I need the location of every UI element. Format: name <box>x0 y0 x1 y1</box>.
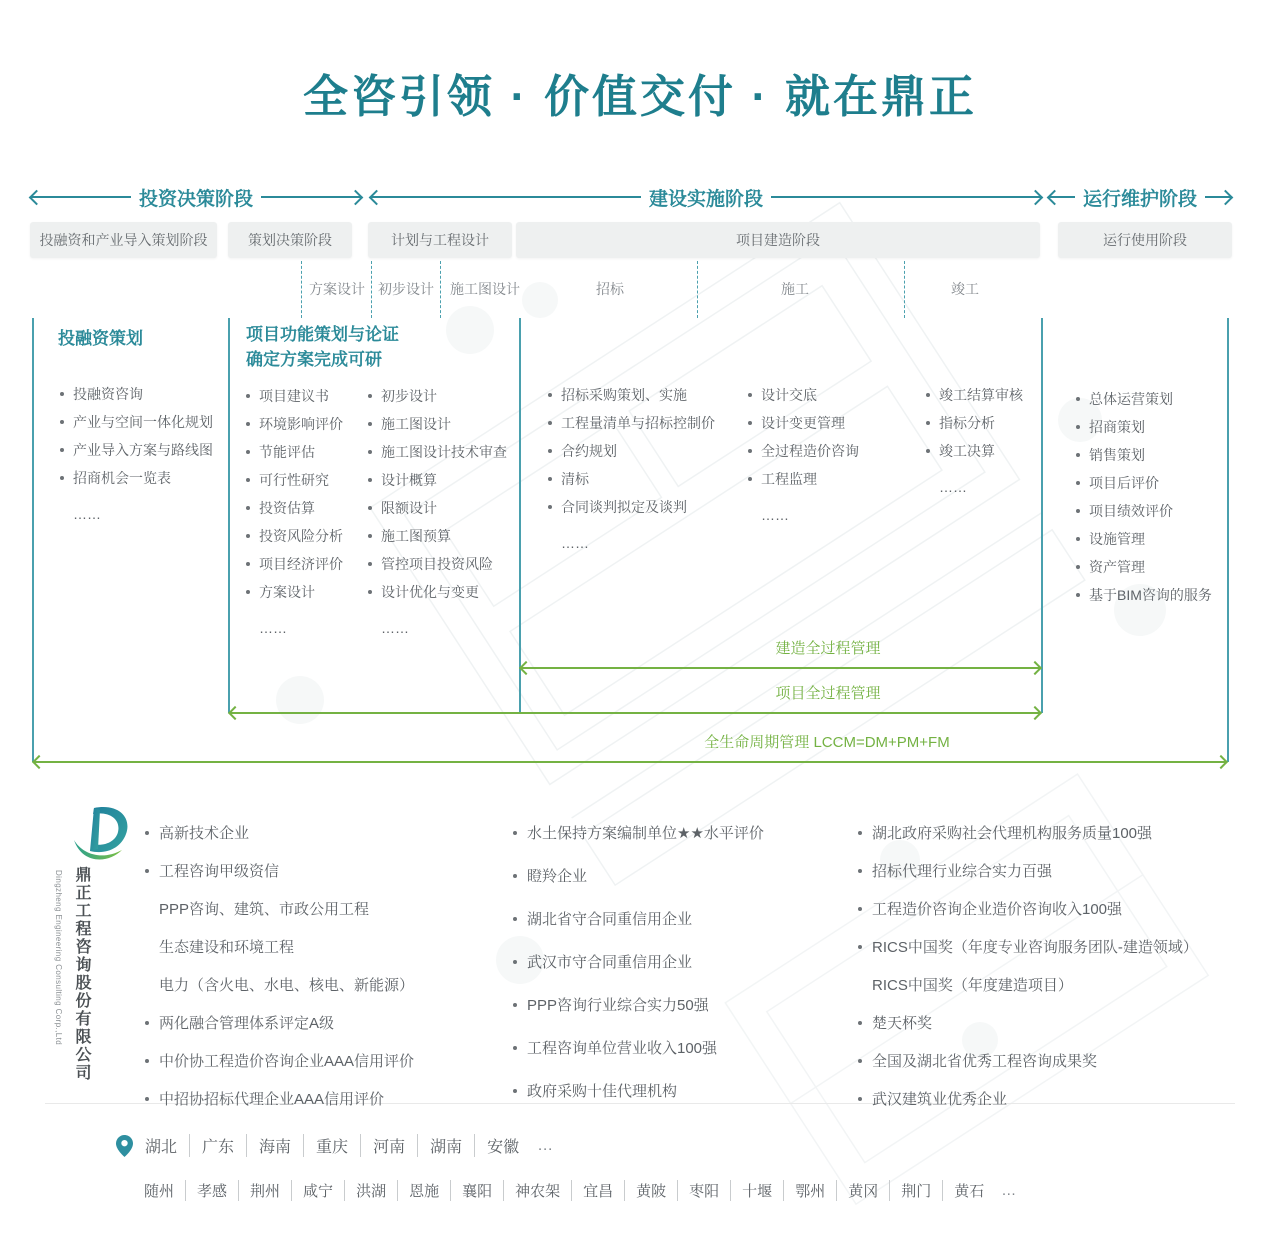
list-item: 投资估算 <box>246 494 343 522</box>
list-item: 销售策划 <box>1076 441 1212 469</box>
bullet-dot <box>1076 397 1080 401</box>
province-item: 海南 <box>246 1134 303 1157</box>
header-line-2: 确定方案完成可研 <box>246 350 382 369</box>
bullet-dot <box>1076 425 1080 429</box>
bullet-dot <box>858 1021 862 1025</box>
substage-construction: 施工 <box>781 281 809 297</box>
stage-box-project-construction: 项目建造阶段 <box>516 222 1040 258</box>
list-item: 方案设计 <box>246 578 343 606</box>
list-item: 项目后评价 <box>1076 469 1212 497</box>
substage-preliminary-design: 初步设计 <box>378 281 434 297</box>
bullet-dot <box>548 477 552 481</box>
list-item: 全过程造价咨询 <box>748 437 859 465</box>
qualification-item: 全国及湖北省优秀工程咨询成果奖 <box>858 1050 1198 1071</box>
bullet-dot <box>145 1097 149 1101</box>
province-item: 河南 <box>360 1134 417 1157</box>
bullet-dot <box>246 478 250 482</box>
bullet-dot <box>60 420 64 424</box>
city-item: 洪湖 <box>344 1180 397 1201</box>
list-item: …… <box>381 620 409 636</box>
bullet-dot <box>246 562 250 566</box>
city-item: 黄陂 <box>624 1180 677 1201</box>
construction-whole-process-label: 建造全过程管理 <box>775 640 881 657</box>
qualification-item: 工程咨询单位营业收入100强 <box>513 1037 764 1058</box>
list-item: 资产管理 <box>1076 553 1212 581</box>
bullet-dot <box>926 393 930 397</box>
qualification-item: 生态建设和环境工程 <box>159 939 295 956</box>
bullet-dot <box>368 450 372 454</box>
planning-services-list-a <box>246 382 343 642</box>
lifecycle-management-arrow <box>33 761 1227 763</box>
bullet-dot <box>926 421 930 425</box>
bullet-dot <box>1076 593 1080 597</box>
substage-completion: 竣工 <box>951 281 979 297</box>
list-item: …… <box>939 479 967 495</box>
provinces-list <box>133 1134 531 1157</box>
bullet-dot <box>926 449 930 453</box>
list-item: 施工图设计技术审查 <box>368 438 507 466</box>
phase-construction-implementation <box>370 184 1042 210</box>
cities-row <box>133 1180 1018 1201</box>
bullet-dot <box>858 1059 862 1063</box>
list-item: 可行性研究 <box>246 466 343 494</box>
bullet-dot <box>368 506 372 510</box>
substage-construction-drawing-design: 施工图设计 <box>450 281 520 297</box>
column-financing-header: 投融资策划 <box>58 329 143 348</box>
stage-box-operation-use: 运行使用阶段 <box>1058 222 1232 258</box>
project-whole-process-label: 项目全过程管理 <box>775 685 881 702</box>
completion-services-list <box>926 381 1023 501</box>
list-item: 合同谈判拟定及谈判 <box>548 493 715 521</box>
list-item: 基于BIM咨询的服务 <box>1076 581 1212 609</box>
list-item: 清标 <box>548 465 715 493</box>
qualification-item: PPP咨询、建筑、市政公用工程 <box>159 901 370 918</box>
province-item: 重庆 <box>303 1134 360 1157</box>
bullet-dot <box>246 590 250 594</box>
bullet-dot <box>246 450 250 454</box>
qualifications-left-list <box>145 822 414 1126</box>
bullet-dot <box>513 1089 517 1093</box>
bullet-dot <box>368 590 372 594</box>
bullet-dot <box>548 393 552 397</box>
qualification-item: 两化融合管理体系评定A级 <box>145 1012 414 1033</box>
bullet-dot <box>145 869 149 873</box>
list-item: …… <box>761 507 789 523</box>
construction-services-list <box>748 381 859 529</box>
stage-box-financing-industry-planning: 投融资和产业导入策划阶段 <box>30 222 217 258</box>
city-item: 枣阳 <box>677 1180 730 1201</box>
project-whole-process-arrow <box>229 712 1041 714</box>
list-item: 设计变更管理 <box>748 409 859 437</box>
company-name-cn: 鼎正工程咨询股份有限公司 <box>73 866 90 1082</box>
list-item: 初步设计 <box>368 382 507 410</box>
bullet-dot <box>858 831 862 835</box>
city-item: 黄冈 <box>836 1180 889 1201</box>
list-item: 施工图预算 <box>368 522 507 550</box>
city-item: 神农架 <box>503 1180 571 1201</box>
list-item: 设计优化与变更 <box>368 578 507 606</box>
operation-services-list <box>1076 385 1212 609</box>
qualifications-right-list <box>858 822 1198 1126</box>
stage-box-plan-engineering-design: 计划与工程设计 <box>368 222 512 258</box>
bullet-dot <box>246 394 250 398</box>
city-item: 襄阳 <box>450 1180 503 1201</box>
list-item: 投资风险分析 <box>246 522 343 550</box>
city-item: 荆州 <box>238 1180 291 1201</box>
left-arrow-line <box>1048 196 1075 198</box>
list-item: 投融资咨询 <box>60 380 213 408</box>
column-project-function-header <box>246 322 399 372</box>
qualification-item: 楚天杯奖 <box>858 1012 1198 1033</box>
province-item: 湖北 <box>145 1139 178 1156</box>
bullet-dot <box>548 449 552 453</box>
construction-whole-process-arrow <box>520 667 1041 669</box>
bullet-dot <box>246 506 250 510</box>
list-item: 产业导入方案与路线图 <box>60 436 213 464</box>
bullet-dot <box>368 394 372 398</box>
city-item: 鄂州 <box>783 1180 836 1201</box>
bullet-dot <box>548 421 552 425</box>
list-item: 设计概算 <box>368 466 507 494</box>
qualification-item: 湖北省守合同重信用企业 <box>513 908 764 929</box>
city-item: 宜昌 <box>571 1180 624 1201</box>
bullet-dot <box>60 448 64 452</box>
list-item: 招商策划 <box>1076 413 1212 441</box>
province-item: 广东 <box>189 1134 246 1157</box>
qualification-item: PPP咨询行业综合实力50强 <box>513 994 764 1015</box>
cities-list <box>133 1180 995 1201</box>
list-item: …… <box>259 620 287 636</box>
vertical-boundary-line <box>32 318 34 762</box>
bullet-dot <box>60 392 64 396</box>
phase-label: 运行维护阶段 <box>1083 188 1198 210</box>
left-arrow-line <box>370 196 641 198</box>
cities-ellipsis: … <box>1001 1182 1019 1199</box>
planning-services-list-b <box>368 382 507 642</box>
bullet-dot <box>748 421 752 425</box>
bullet-dot <box>246 534 250 538</box>
city-item: 孝感 <box>185 1180 238 1201</box>
list-item: 限额设计 <box>368 494 507 522</box>
provinces-ellipsis: … <box>537 1136 556 1154</box>
bullet-dot <box>513 874 517 878</box>
list-item: 设施管理 <box>1076 525 1212 553</box>
substage-scheme-design: 方案设计 <box>309 281 365 297</box>
qualification-item: 工程咨询甲级资信 <box>145 860 414 881</box>
bullet-dot <box>1076 481 1080 485</box>
lifecycle-management-label: 全生命周期管理 LCCM=DM+PM+FM <box>704 734 950 751</box>
qualification-item: 湖北政府采购社会代理机构服务质量100强 <box>858 822 1198 843</box>
list-item: 招商机会一览表 <box>60 464 213 492</box>
list-item: 竣工决算 <box>926 437 1023 465</box>
list-item: 招标采购策划、实施 <box>548 381 715 409</box>
bullet-dot <box>1076 453 1080 457</box>
qualification-item: 瞪羚企业 <box>513 865 764 886</box>
vertical-boundary-line <box>228 318 230 713</box>
bullet-dot <box>513 917 517 921</box>
bullet-dot <box>858 1097 862 1101</box>
city-item: 十堰 <box>730 1180 783 1201</box>
list-item: 指标分析 <box>926 409 1023 437</box>
location-pin-icon <box>116 1135 133 1157</box>
right-arrow-line <box>1205 196 1232 198</box>
left-arrow-line <box>30 196 131 198</box>
bullet-dot <box>858 945 862 949</box>
list-item: …… <box>561 535 589 551</box>
qualifications-middle-list <box>513 822 764 1123</box>
vertical-boundary-line <box>519 318 521 713</box>
list-item: 合约规划 <box>548 437 715 465</box>
phase-investment-decision <box>30 184 362 210</box>
qualification-item: 中招协招标代理企业AAA信用评价 <box>145 1088 414 1109</box>
qualification-item: 武汉建筑业优秀企业 <box>858 1088 1198 1109</box>
city-item: 恩施 <box>397 1180 450 1201</box>
list-item: 竣工结算审核 <box>926 381 1023 409</box>
company-name-en: Dingzheng Engineering Consulting Corp.,Ltd <box>54 870 63 1046</box>
list-item: 工程量清单与招标控制价 <box>548 409 715 437</box>
dashed-separator <box>904 261 905 318</box>
list-item: 项目建议书 <box>246 382 343 410</box>
qualification-item: 电力（含火电、水电、核电、新能源） <box>159 977 415 994</box>
bullet-dot <box>1076 509 1080 513</box>
qualification-item: 招标代理行业综合实力百强 <box>858 860 1198 881</box>
right-arrow-line <box>771 196 1042 198</box>
qualification-item: 政府采购十佳代理机构 <box>513 1080 764 1101</box>
vertical-boundary-line <box>1227 318 1229 762</box>
stage-box-planning-decision: 策划决策阶段 <box>228 222 352 258</box>
province-item: 湖南 <box>417 1134 474 1157</box>
phase-operation-maintenance <box>1048 184 1232 210</box>
bullet-dot <box>145 831 149 835</box>
page-title: 全咨引领 · 价值交付 · 就在鼎正 <box>303 71 977 122</box>
provinces-row <box>116 1134 555 1157</box>
bullet-dot <box>368 534 372 538</box>
province-item: 安徽 <box>474 1134 531 1157</box>
phase-label: 建设实施阶段 <box>649 188 764 210</box>
qualification-item: 工程造价咨询企业造价咨询收入100强 <box>858 898 1198 919</box>
qualification-item: RICS中国奖（年度建造项目） <box>872 977 1073 994</box>
qualification-item: 水土保持方案编制单位★★水平评价 <box>513 822 764 843</box>
bidding-services-list <box>548 381 715 557</box>
list-item: 环境影响评价 <box>246 410 343 438</box>
dashed-separator <box>697 261 698 318</box>
bullet-dot <box>368 478 372 482</box>
bullet-dot <box>748 477 752 481</box>
bullet-dot <box>1076 565 1080 569</box>
city-item: 荆门 <box>889 1180 942 1201</box>
bullet-dot <box>145 1059 149 1063</box>
bullet-dot <box>513 1046 517 1050</box>
phase-label: 投资决策阶段 <box>139 188 254 210</box>
list-item: …… <box>73 506 101 522</box>
bullet-dot <box>548 505 552 509</box>
qualification-item: 武汉市守合同重信用企业 <box>513 951 764 972</box>
list-item: 工程监理 <box>748 465 859 493</box>
city-item: 随州 <box>144 1183 175 1200</box>
bullet-dot <box>1076 537 1080 541</box>
bullet-dot <box>368 422 372 426</box>
list-item: 总体运营策划 <box>1076 385 1212 413</box>
list-item: 节能评估 <box>246 438 343 466</box>
bullet-dot <box>858 869 862 873</box>
company-logo <box>64 804 140 862</box>
vertical-boundary-line <box>1041 318 1043 713</box>
bullet-dot <box>246 422 250 426</box>
qualification-item: RICS中国奖（年度专业咨询服务团队-建造领域） <box>858 936 1198 957</box>
bullet-dot <box>513 831 517 835</box>
bullet-dot <box>513 960 517 964</box>
city-item: 黄石 <box>942 1180 995 1201</box>
list-item: 施工图设计 <box>368 410 507 438</box>
city-item: 咸宁 <box>291 1180 344 1201</box>
bullet-dot <box>858 907 862 911</box>
financing-services-list <box>60 380 213 528</box>
substage-bidding: 招标 <box>596 281 624 297</box>
list-item: 设计交底 <box>748 381 859 409</box>
list-item: 产业与空间一体化规划 <box>60 408 213 436</box>
bullet-dot <box>60 476 64 480</box>
qualification-item: 中价协工程造价咨询企业AAA信用评价 <box>145 1050 414 1071</box>
right-arrow-line <box>261 196 362 198</box>
bullet-dot <box>145 1021 149 1025</box>
list-item: 项目绩效评价 <box>1076 497 1212 525</box>
list-item: 管控项目投资风险 <box>368 550 507 578</box>
header-line-1: 项目功能策划与论证 <box>246 325 399 344</box>
bullet-dot <box>368 562 372 566</box>
list-item: 项目经济评价 <box>246 550 343 578</box>
bullet-dot <box>748 393 752 397</box>
qualification-item: 高新技术企业 <box>145 822 414 843</box>
bullet-dot <box>748 449 752 453</box>
bullet-dot <box>513 1003 517 1007</box>
